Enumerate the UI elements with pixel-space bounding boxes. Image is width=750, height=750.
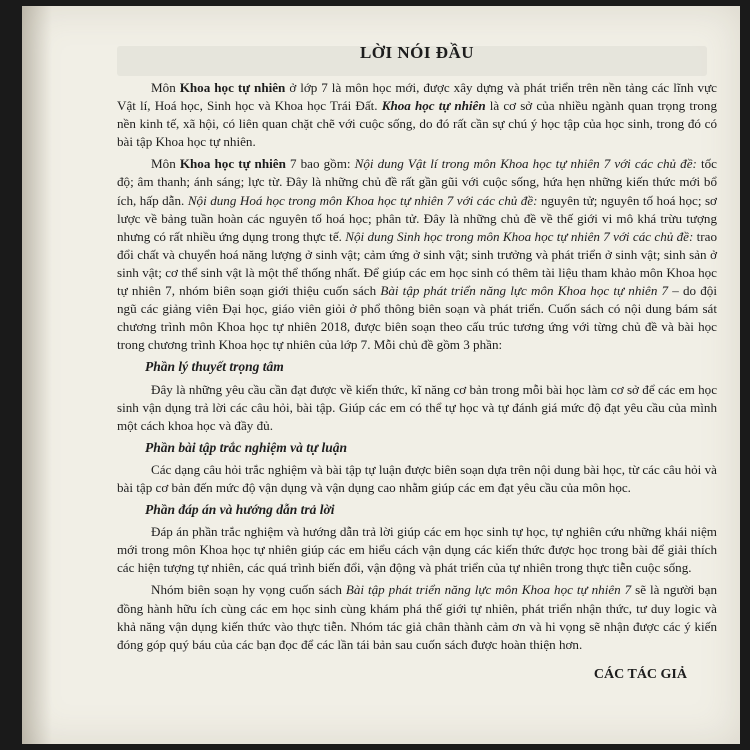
text-run: 7 bao gồm: [285,156,355,172]
paragraph-1 [117,79,717,151]
paragraph-4: Các dạng câu hỏi trắc nghiệm và bài tập tự luận được biên soạn dựa trên nội dung bài học, từ các câu hỏi và bài tập cơ bản đến mức độ vận dụng và vận dụng cao nhằm giúp các em đạt yêu cầu của môn học. [117,461,717,495]
section-heading-theory: Phần lý thuyết trọng tâm [145,359,284,375]
text-run: là cơ sở của nhiều ngành quan trọng trong nền kinh tế, xã hội, có liên quan chặt chẽ với cuộc sống, do đó rất cần sự chú ý học tập của học sinh, trong đó có bài tập Khoa học tự nhiên. [117,98,717,150]
page-title: LỜI NÓI ĐẦU [359,43,475,62]
italic-heading-physics: Nội dung Vật lí trong môn Khoa học tự nhiên 7 với các chủ đề: [354,156,697,172]
text-run: nguyên tử; nguyên tố hoá học; sơ lược về bảng tuần hoàn các nguyên tố hoá học; phân tử. Đây là những chủ đề về thế giới vi mô khá trừu tượng nhưng có rất nhiều ứng dụng trong thực tế. [117,192,717,244]
preface-body [117,42,717,684]
text-run: – do đội ngũ các giảng viên Đại học, giáo viên giỏi ở phổ thông biên soạn và phát triển. Cuốn sách có nội dung bám sát chương trình môn Khoa học tự nhiên 2018, được biên soạn theo cấu trúc tương ứng với từng chủ đề và bài học trong chương trình Khoa học tự nhiên của lớp 7. Mỗi chủ đề gồm 3 phần: [117,283,717,353]
text-run: sẽ là người bạn đồng hành hữu ích cùng các em học sinh cùng khám phá thế giới tự nhiên, phát triển nhận thức, tư duy logic và khả năng vận dụng kiến thức vào thực tiễn. Nhóm tác giả chân thành cảm ơn và hi vọng sẽ nhận được các ý kiến đóng góp quý báu của các bạn đọc để các lần tái bản sau cuốn sách được hoàn thiện hơn. [117,582,717,652]
paragraph-2 [117,155,717,354]
italic-heading-chemistry: Nội dung Hoá học trong môn Khoa học tự nhiên 7 với các chủ đề: [187,192,538,208]
paragraph-3: Đây là những yêu cầu cần đạt được về kiến thức, kĩ năng cơ bản trong mỗi bài học làm cơ sở để các em học sinh vận dụng trả lời các câu hỏi, bài tập. Giúp các em có thể tự học và tự đánh giá mức độ đạt yêu cầu của mình một cách khoa học và đầy đủ. [117,381,717,433]
bold-term: Khoa học tự nhiên [179,80,286,95]
italic-heading-biology: Nội dung Sinh học trong môn Khoa học tự nhiên 7 với các chủ đề: [345,228,694,244]
paragraph-6 [117,581,717,653]
italic-book-title: Bài tập phát triển năng lực môn Khoa học tự nhiên 7 [345,582,632,598]
text-run: Môn [151,156,180,172]
page-spine-shadow [22,6,52,744]
bold-term: Khoa học tự nhiên [179,156,286,172]
text-run: tốc độ; âm thanh; ánh sáng; lực từ. Đây là những chủ đề rất gần gũi với cuộc sống, hứa hẹn những kiến thức mới bổ ích, hấp dẫn. [117,156,717,208]
book-page [22,6,740,744]
text-run: Nhóm biên soạn hy vọng cuốn sách [151,582,346,598]
section-heading-answers: Phần đáp án và hướng dẫn trả lời [145,502,335,518]
text-run: trao đổi chất và chuyển hoá năng lượng ở sinh vật; cảm ứng ở sinh vật; sinh trưởng và phát triển ở sinh vật; sinh sản ở sinh vật; cơ thể sinh vật là một thể thống nhất. Để giúp các em học sinh có thêm tài liệu tham khảo môn Khoa học tự nhiên 7, nhóm biên soạn giới thiệu cuốn sách [117,228,718,299]
section-heading-exercises: Phần bài tập trắc nghiệm và tự luận [145,439,347,455]
text-run: ở lớp 7 là môn học mới, được xây dựng và phát triển trên nền tảng các lĩnh vực Vật lí, Hoá học, Sinh học và Khoa học Trái Đất. [117,80,717,114]
bold-italic-term: Khoa học tự nhiên [381,98,486,114]
italic-book-title: Bài tập phát triển năng lực môn Khoa học tự nhiên 7 [380,283,669,299]
paragraph-5: Đáp án phần trắc nghiệm và hướng dẫn trả lời giúp các em học sinh tự học, tự nghiên cứu những khái niệm mới trong môn Khoa học tự nhiên giúp các em hiểu cách vận dụng các kiến thức được học trong bài để giải thích các hiện tượng tự nhiên, các quá trình biến đổi, vận động và phát triển của tự nhiên trong thực tiễn cuộc sống. [117,524,717,576]
signature: CÁC TÁC GIẢ [593,666,687,682]
text-run: Môn [151,80,180,95]
